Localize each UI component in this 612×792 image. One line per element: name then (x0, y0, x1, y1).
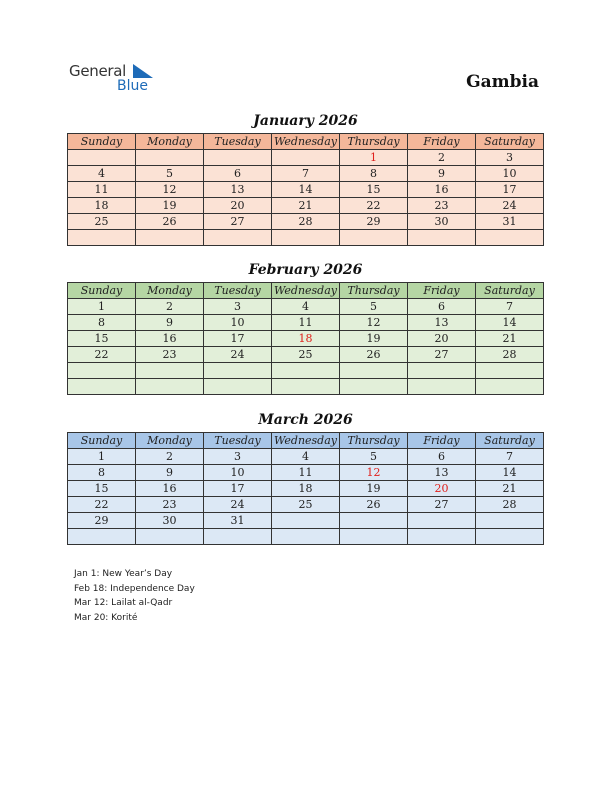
logo-text-general: General (69, 62, 127, 80)
week-row (68, 379, 544, 395)
day-cell: 26 (136, 214, 204, 230)
day-cell: 11 (68, 182, 136, 198)
day-cell: 10 (204, 465, 272, 481)
day-cell: 15 (68, 481, 136, 497)
day-cell: 25 (272, 347, 340, 363)
empty-day-cell (340, 230, 408, 246)
day-cell: 19 (136, 198, 204, 214)
calendar-february (67, 282, 544, 395)
weekday-header: Saturday (476, 134, 544, 150)
day-cell: 8 (340, 166, 408, 182)
week-row (68, 150, 544, 166)
empty-day-cell (204, 150, 272, 166)
empty-day-cell (68, 529, 136, 545)
weekday-header: Saturday (476, 283, 544, 299)
day-cell: 21 (476, 481, 544, 497)
empty-day-cell (204, 230, 272, 246)
day-cell: 12 (340, 315, 408, 331)
day-cell: 29 (340, 214, 408, 230)
week-row (68, 331, 544, 347)
empty-day-cell (408, 513, 476, 529)
day-cell: 17 (204, 481, 272, 497)
empty-day-cell (272, 150, 340, 166)
day-cell: 22 (340, 198, 408, 214)
day-cell: 3 (476, 150, 544, 166)
empty-day-cell (340, 363, 408, 379)
day-cell: 12 (136, 182, 204, 198)
day-cell: 17 (204, 331, 272, 347)
week-row (68, 481, 544, 497)
day-cell: 1 (340, 150, 408, 166)
day-cell: 1 (68, 449, 136, 465)
empty-day-cell (136, 150, 204, 166)
week-row (68, 299, 544, 315)
day-cell: 16 (136, 481, 204, 497)
empty-day-cell (272, 379, 340, 395)
week-row (68, 497, 544, 513)
weekday-header-row (68, 433, 544, 449)
day-cell: 17 (476, 182, 544, 198)
day-cell: 14 (476, 465, 544, 481)
weekday-header: Friday (408, 134, 476, 150)
day-cell: 1 (68, 299, 136, 315)
day-cell: 4 (272, 299, 340, 315)
day-cell: 24 (204, 497, 272, 513)
empty-day-cell (204, 363, 272, 379)
day-cell: 12 (340, 465, 408, 481)
day-cell: 2 (136, 299, 204, 315)
empty-day-cell (204, 529, 272, 545)
holiday-note: Mar 20: Korité (74, 612, 138, 623)
day-cell: 24 (204, 347, 272, 363)
week-row (68, 214, 544, 230)
day-cell: 2 (408, 150, 476, 166)
day-cell: 13 (408, 315, 476, 331)
day-cell: 27 (204, 214, 272, 230)
day-cell: 18 (68, 198, 136, 214)
day-cell: 2 (136, 449, 204, 465)
day-cell: 31 (476, 214, 544, 230)
day-cell: 29 (68, 513, 136, 529)
day-cell: 13 (204, 182, 272, 198)
day-cell: 19 (340, 331, 408, 347)
day-cell: 22 (68, 497, 136, 513)
weekday-header: Monday (136, 433, 204, 449)
day-cell: 30 (136, 513, 204, 529)
day-cell: 21 (272, 198, 340, 214)
weekday-header: Sunday (68, 283, 136, 299)
logo-triangle-icon (133, 64, 153, 78)
week-row (68, 347, 544, 363)
empty-day-cell (136, 363, 204, 379)
day-cell: 15 (340, 182, 408, 198)
day-cell: 18 (272, 481, 340, 497)
day-cell: 6 (408, 449, 476, 465)
month-title-february: February 2026 (248, 262, 363, 278)
weekday-header: Wednesday (272, 134, 340, 150)
week-row (68, 465, 544, 481)
holiday-note: Feb 18: Independence Day (74, 583, 195, 594)
empty-day-cell (272, 529, 340, 545)
day-cell: 6 (204, 166, 272, 182)
holiday-note: Mar 12: Lailat al-Qadr (74, 598, 173, 608)
day-cell: 8 (68, 465, 136, 481)
empty-day-cell (476, 513, 544, 529)
empty-day-cell (136, 379, 204, 395)
empty-day-cell (340, 529, 408, 545)
week-row (68, 363, 544, 379)
empty-day-cell (68, 230, 136, 246)
day-cell: 14 (476, 315, 544, 331)
day-cell: 7 (476, 449, 544, 465)
empty-day-cell (272, 513, 340, 529)
weekday-header: Wednesday (272, 283, 340, 299)
day-cell: 26 (340, 497, 408, 513)
week-row (68, 513, 544, 529)
logo-text-blue: Blue (117, 78, 148, 94)
day-cell: 9 (136, 315, 204, 331)
weekday-header: Thursday (340, 134, 408, 150)
weekday-header: Monday (136, 134, 204, 150)
empty-day-cell (68, 150, 136, 166)
empty-day-cell (272, 230, 340, 246)
weekday-header-row (68, 283, 544, 299)
empty-day-cell (272, 363, 340, 379)
weekday-header: Monday (136, 283, 204, 299)
day-cell: 7 (476, 299, 544, 315)
month-title-march: March 2026 (258, 412, 353, 428)
weekday-header: Wednesday (272, 433, 340, 449)
week-row (68, 166, 544, 182)
day-cell: 5 (136, 166, 204, 182)
week-row (68, 230, 544, 246)
empty-day-cell (408, 230, 476, 246)
weekday-header: Thursday (340, 283, 408, 299)
day-cell: 9 (136, 465, 204, 481)
day-cell: 5 (340, 299, 408, 315)
empty-day-cell (136, 230, 204, 246)
day-cell: 28 (476, 347, 544, 363)
empty-day-cell (408, 379, 476, 395)
day-cell: 20 (408, 481, 476, 497)
day-cell: 3 (204, 449, 272, 465)
empty-day-cell (476, 363, 544, 379)
empty-day-cell (340, 513, 408, 529)
empty-day-cell (476, 379, 544, 395)
day-cell: 25 (272, 497, 340, 513)
holiday-notes (74, 567, 195, 625)
week-row (68, 315, 544, 331)
weekday-header: Saturday (476, 433, 544, 449)
empty-day-cell (476, 230, 544, 246)
week-row (68, 182, 544, 198)
empty-day-cell (204, 379, 272, 395)
country-name: Gambia (466, 72, 539, 92)
day-cell: 31 (204, 513, 272, 529)
weekday-header: Tuesday (204, 433, 272, 449)
day-cell: 20 (204, 198, 272, 214)
holiday-note: Jan 1: New Year’s Day (74, 569, 173, 579)
day-cell: 18 (272, 331, 340, 347)
day-cell: 3 (204, 299, 272, 315)
day-cell: 7 (272, 166, 340, 182)
empty-day-cell (408, 529, 476, 545)
weekday-header: Sunday (68, 134, 136, 150)
weekday-header: Sunday (68, 433, 136, 449)
day-cell: 23 (408, 198, 476, 214)
week-row (68, 198, 544, 214)
day-cell: 11 (272, 315, 340, 331)
empty-day-cell (408, 363, 476, 379)
calendar-january (67, 133, 544, 246)
general-blue-logo (69, 62, 169, 96)
day-cell: 16 (408, 182, 476, 198)
empty-day-cell (136, 529, 204, 545)
day-cell: 27 (408, 497, 476, 513)
week-row (68, 449, 544, 465)
day-cell: 21 (476, 331, 544, 347)
weekday-header-row (68, 134, 544, 150)
weekday-header: Tuesday (204, 134, 272, 150)
day-cell: 11 (272, 465, 340, 481)
weekday-header: Tuesday (204, 283, 272, 299)
day-cell: 6 (408, 299, 476, 315)
day-cell: 23 (136, 347, 204, 363)
day-cell: 4 (68, 166, 136, 182)
day-cell: 25 (68, 214, 136, 230)
month-title-january: January 2026 (253, 113, 358, 129)
weekday-header: Thursday (340, 433, 408, 449)
weekday-header: Friday (408, 433, 476, 449)
day-cell: 22 (68, 347, 136, 363)
day-cell: 26 (340, 347, 408, 363)
day-cell: 8 (68, 315, 136, 331)
day-cell: 28 (476, 497, 544, 513)
day-cell: 10 (204, 315, 272, 331)
day-cell: 30 (408, 214, 476, 230)
day-cell: 19 (340, 481, 408, 497)
day-cell: 24 (476, 198, 544, 214)
empty-day-cell (68, 379, 136, 395)
day-cell: 20 (408, 331, 476, 347)
day-cell: 9 (408, 166, 476, 182)
day-cell: 28 (272, 214, 340, 230)
day-cell: 15 (68, 331, 136, 347)
day-cell: 27 (408, 347, 476, 363)
day-cell: 5 (340, 449, 408, 465)
empty-day-cell (476, 529, 544, 545)
day-cell: 13 (408, 465, 476, 481)
day-cell: 10 (476, 166, 544, 182)
empty-day-cell (340, 379, 408, 395)
weekday-header: Friday (408, 283, 476, 299)
week-row (68, 529, 544, 545)
day-cell: 23 (136, 497, 204, 513)
day-cell: 4 (272, 449, 340, 465)
day-cell: 16 (136, 331, 204, 347)
calendar-march (67, 432, 544, 545)
empty-day-cell (68, 363, 136, 379)
day-cell: 14 (272, 182, 340, 198)
